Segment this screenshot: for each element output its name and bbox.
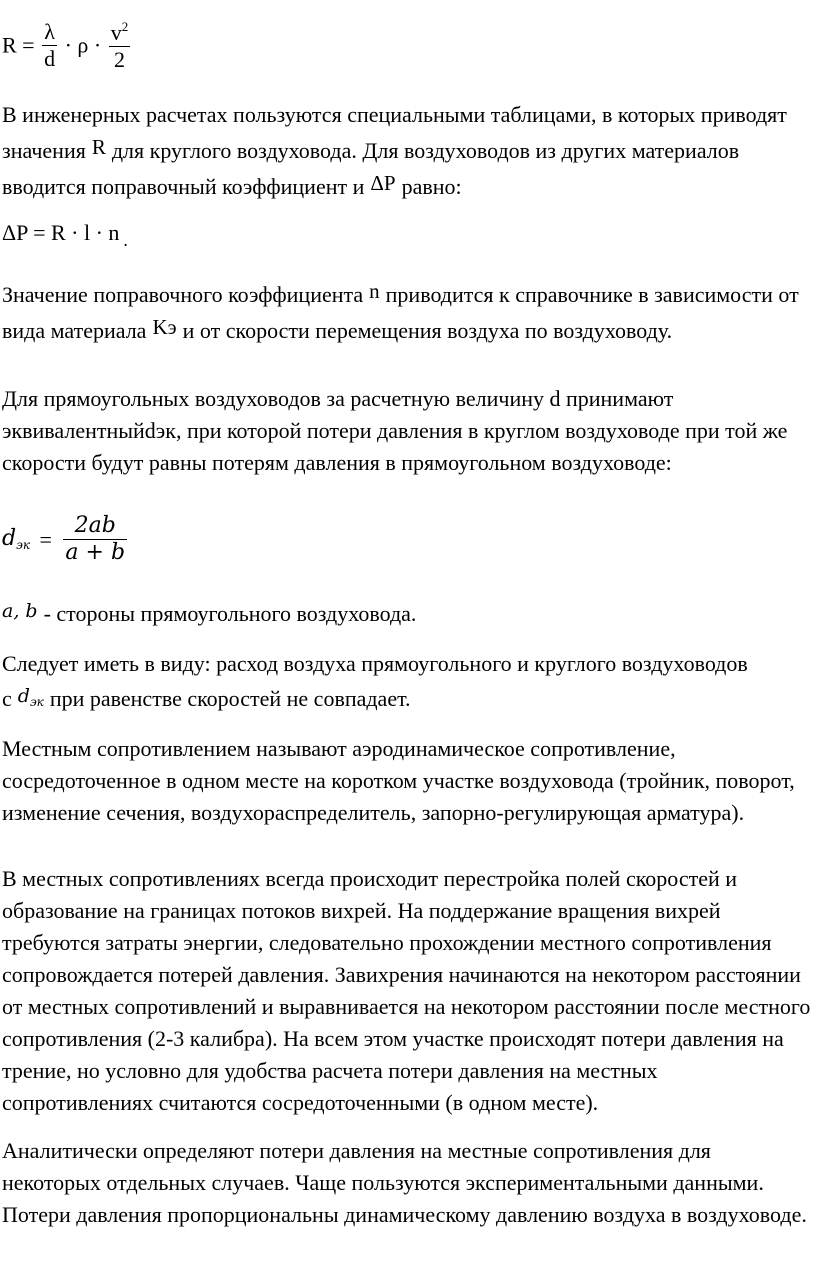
fraction-lambda-d [42, 21, 57, 70]
formula-rho: · ρ · [64, 32, 102, 58]
fraction-numerator: 2ab [63, 515, 127, 540]
velocity-symbol: v [110, 20, 122, 45]
fraction-denominator: 2 [113, 47, 125, 72]
inline-symbol-a-b: a, b [2, 600, 38, 622]
formula-dp-text: ΔP = R · l · n [2, 220, 120, 245]
fraction-denominator: a + b [65, 540, 126, 565]
fraction-numerator: λ [42, 21, 57, 46]
formula-dp-trail: . [123, 230, 128, 250]
paragraph-vortices: В местных сопротивлениях всегда происходит перестройка полей скоростей и образование на границах потоков вихрей. На поддержание вращения вихрей требуются затраты энергии, следовательно прохождении местного сопротивления сопровождается потерей давления. Завихрения начинаются на некотором расстоянии от местных сопротивлений и выравнивается на некотором расстоянии после местного сопротивления (2-3 калибра). На всем этом участке происходят потери давления на трение, но условно для удобства расчета потери давления на местных сопротивлениях считаются сосредоточенными (в одном месте). [2, 866, 811, 1115]
paragraph-text: при равенстве скоростей не совпадает. [49, 686, 411, 711]
paragraph-text: и от скорости перемещения воздуха по воздуховоду. [182, 318, 673, 343]
paragraph-text: Значение поправочного коэффициента [2, 282, 364, 307]
paragraph-correction-coefficient [2, 275, 812, 347]
paragraph-text: В инженерных расчетах пользуются специальными таблицами, в которых приводят значения [2, 102, 787, 163]
paragraph-text: - стороны прямоугольного воздуховода. [43, 601, 417, 626]
paragraph-local-resistance: Местным сопротивлением называют аэродинамическое сопротивление, сосредоточенное в одном месте на коротком участке воздуховода (тройник, поворот, изменение сечения, воздухораспределитель, запорно-регулирующая арматура). [2, 736, 795, 825]
fraction-2ab-a-plus-b [63, 515, 127, 564]
inline-symbol-ke: Kэ [152, 315, 177, 339]
inline-symbol-dek [18, 685, 44, 707]
paragraph-text: равно: [401, 174, 462, 199]
formula-friction-loss [2, 20, 132, 71]
paragraph-tables [2, 99, 812, 203]
exponent: 2 [121, 19, 129, 34]
fraction-numerator [109, 20, 131, 47]
fraction-denominator: d [44, 46, 56, 71]
paragraph-analytical: Аналитически определяют потери давления на местные сопротивления для некоторых отдельных случаев. Чаще пользуются экспериментальными данными. Потери давления пропорциональны динамическому давлению воздуха в воздуховоде. [2, 1138, 807, 1227]
paragraph-text: приводится к справочнике в зависимости от вида материала [2, 282, 799, 343]
paragraph-text: для круглого воздуховода. Для воздуховодов из других материалов вводится поправочный коэффициент и [2, 138, 740, 199]
fraction-v2-2 [109, 20, 131, 71]
formula-pressure-loss [2, 222, 128, 249]
formula-equivalent-diameter [2, 515, 129, 564]
inline-symbol-r: R [91, 135, 106, 159]
diameter-symbol: d [17, 685, 30, 707]
inline-symbol-delta-p: ΔP [370, 171, 396, 195]
subscript: эк [16, 538, 30, 552]
formula-dek-lhs [2, 526, 30, 551]
subscript: эк [29, 695, 44, 709]
paragraph-sides [2, 595, 812, 630]
inline-symbol-n: n [369, 279, 380, 303]
equals-sign: = [39, 526, 52, 552]
paragraph-rectangular-ducts: Для прямоугольных воздуховодов за расчетную величину d принимают эквивалентныйdэк, при которой потери давления в круглом воздуховоде при той же скорости будут равны потерям давления в прямоугольном воздуховоде: [2, 386, 788, 475]
diameter-symbol: d [2, 526, 17, 551]
paragraph-text: Следует иметь в виду: расход воздуха прямоугольного и круглого воздуховодов с [2, 651, 748, 711]
formula-r-lhs: R = [2, 32, 35, 58]
paragraph-flow-note [2, 648, 812, 718]
